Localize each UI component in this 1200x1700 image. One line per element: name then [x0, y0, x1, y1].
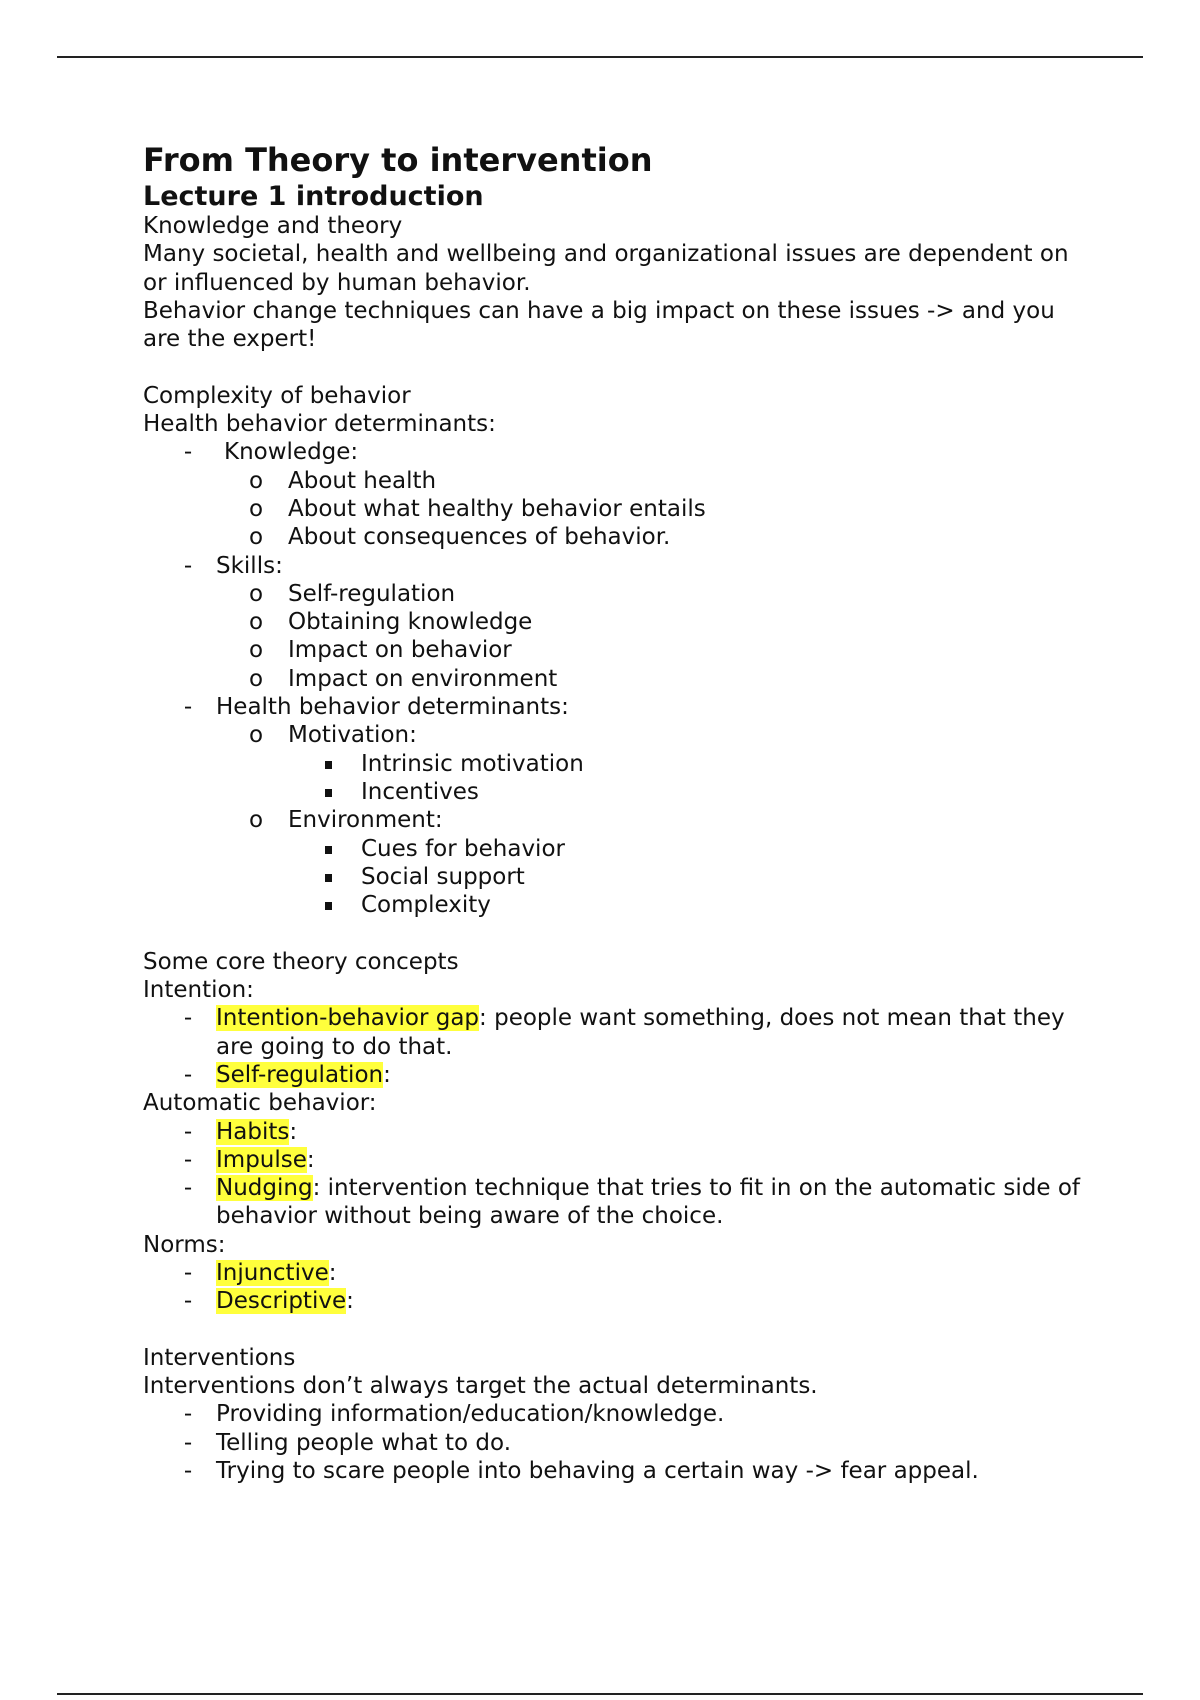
term-definition: : — [289, 1118, 298, 1145]
paragraph: Behavior change techniques can have a big impact on these issues -> and you are the expert! — [143, 297, 1055, 353]
list-item — [143, 1400, 1083, 1428]
dash-marker: - — [183, 694, 193, 721]
list-item-label: Motivation: — [288, 722, 417, 749]
paragraph: Many societal, health and wellbeing and organizational issues are dependent on or influenced by human behavior. — [143, 241, 1069, 296]
list-item — [143, 693, 1083, 919]
list-item-label: Impact on behavior — [288, 637, 512, 664]
list-item — [143, 891, 1083, 919]
highlighted-term: Habits — [216, 1118, 290, 1145]
list-item — [143, 665, 1083, 693]
list-item-label: Knowledge: — [224, 439, 359, 466]
square-bullet-icon — [325, 902, 332, 910]
list-item — [143, 467, 1083, 495]
dash-marker: - — [183, 1118, 193, 1145]
highlighted-term: Impulse — [216, 1146, 307, 1173]
highlighted-term: Descriptive — [216, 1288, 347, 1315]
list-item — [143, 1146, 1083, 1174]
list-item-label: Providing information/education/knowledge. — [216, 1401, 725, 1428]
concept-group-label: Automatic behavior: — [143, 1090, 377, 1117]
circle-marker: o — [249, 495, 264, 522]
circle-marker: o — [249, 807, 264, 834]
square-bullet-icon — [325, 846, 332, 854]
list-item — [143, 1061, 1083, 1089]
list-item-label: Trying to scare people into behaving a certain way -> fear appeal. — [216, 1458, 979, 1485]
concept-group-label: Intention: — [143, 977, 254, 1004]
section-heading-concepts: Some core theory concepts — [143, 948, 459, 975]
list-item — [143, 778, 1083, 806]
list-item — [143, 580, 1083, 608]
circle-marker: o — [249, 722, 264, 749]
square-bullet-icon — [325, 761, 332, 769]
highlighted-term: Intention-behavior gap — [216, 1005, 480, 1032]
list-item-label: Intrinsic motivation — [361, 750, 584, 777]
square-bullet-icon — [325, 874, 332, 882]
sub-list — [216, 580, 1083, 693]
term-definition: : — [383, 1061, 391, 1088]
list-item-label: Health behavior determinants: — [216, 694, 569, 721]
list-item-label: Obtaining knowledge — [288, 609, 533, 636]
highlighted-term: Injunctive — [216, 1259, 329, 1286]
list-item-label: Complexity — [361, 892, 491, 919]
dash-marker: - — [183, 1259, 193, 1286]
term-definition: : people want something, does not mean that they are going to do that. — [216, 1005, 1065, 1060]
list-item-label: Environment: — [288, 807, 443, 834]
list-item — [143, 608, 1083, 636]
term-definition: : intervention technique that tries to fit in on the automatic side of behavior without being aware of the choice. — [216, 1175, 1080, 1230]
list-item-label: Cues for behavior — [361, 835, 565, 862]
dash-marker: - — [183, 1175, 193, 1202]
interventions-list — [143, 1400, 1083, 1485]
dash-marker: - — [183, 1005, 193, 1032]
circle-marker: o — [249, 580, 264, 607]
list-item — [143, 1429, 1083, 1457]
list-item — [143, 1259, 1083, 1287]
term-definition: : — [328, 1259, 337, 1286]
sub-sub-list — [288, 835, 1083, 920]
circle-marker: o — [249, 609, 264, 636]
dash-marker: - — [183, 1288, 193, 1315]
sub-list — [216, 721, 1083, 919]
automatic-list — [143, 1118, 1083, 1231]
list-item-label: Telling people what to do. — [216, 1429, 512, 1456]
circle-marker: o — [249, 665, 264, 692]
spacer — [143, 919, 1083, 947]
document-page — [143, 140, 1083, 1485]
term-definition: : — [306, 1146, 315, 1173]
list-item-label: About consequences of behavior. — [288, 524, 671, 551]
list-item — [143, 1287, 1083, 1315]
list-item — [143, 523, 1083, 551]
dash-marker: - — [183, 1429, 193, 1456]
concept-group-label: Norms: — [143, 1231, 226, 1258]
list-item — [143, 495, 1083, 523]
dash-marker: - — [183, 552, 193, 579]
list-item-label: Skills: — [216, 552, 283, 579]
document-title: From Theory to intervention — [143, 141, 653, 179]
list-item-label: Impact on environment — [288, 665, 558, 692]
list-item — [143, 835, 1083, 863]
circle-marker: o — [249, 637, 264, 664]
highlighted-term: Self-regulation — [216, 1061, 384, 1088]
list-item — [143, 750, 1083, 778]
list-item — [143, 806, 1083, 919]
norms-list — [143, 1259, 1083, 1316]
intention-list — [143, 1004, 1083, 1089]
list-item — [143, 1457, 1083, 1485]
spacer — [143, 1316, 1083, 1344]
list-item — [143, 636, 1083, 664]
paragraph: Interventions don’t always target the actual determinants. — [143, 1373, 818, 1400]
header-rule — [57, 56, 1143, 58]
sub-sub-list — [288, 750, 1083, 807]
dash-marker: - — [183, 1146, 193, 1173]
circle-marker: o — [249, 467, 264, 494]
list-item — [143, 1174, 1083, 1231]
highlighted-term: Nudging — [216, 1175, 313, 1202]
footer-rule — [57, 1693, 1143, 1695]
section-heading-complexity: Complexity of behavior — [143, 382, 411, 409]
sub-list — [216, 467, 1083, 552]
list-item-label: About what healthy behavior entails — [288, 495, 706, 522]
section-heading-knowledge: Knowledge and theory — [143, 213, 403, 239]
determinants-list — [143, 438, 1083, 919]
spacer — [143, 353, 1083, 381]
term-definition: : — [346, 1288, 354, 1315]
lecture-heading: Lecture 1 introduction — [143, 181, 484, 212]
list-item-label: Social support — [361, 863, 525, 890]
list-item — [143, 721, 1083, 806]
square-bullet-icon — [325, 789, 332, 797]
list-item — [143, 438, 1083, 551]
circle-marker: o — [249, 524, 264, 551]
dash-marker: - — [183, 1458, 193, 1485]
section-heading-interventions: Interventions — [143, 1344, 296, 1371]
dash-marker: - — [183, 1061, 193, 1088]
dash-marker: - — [183, 439, 193, 466]
list-item-label: Self-regulation — [288, 580, 456, 607]
list-item — [143, 1118, 1083, 1146]
list-item — [143, 1004, 1083, 1061]
dash-marker: - — [183, 1401, 193, 1428]
list-item — [143, 552, 1083, 693]
list-intro: Health behavior determinants: — [143, 411, 496, 438]
list-item-label: Incentives — [361, 778, 479, 805]
list-item-label: About health — [288, 467, 437, 494]
list-item — [143, 863, 1083, 891]
